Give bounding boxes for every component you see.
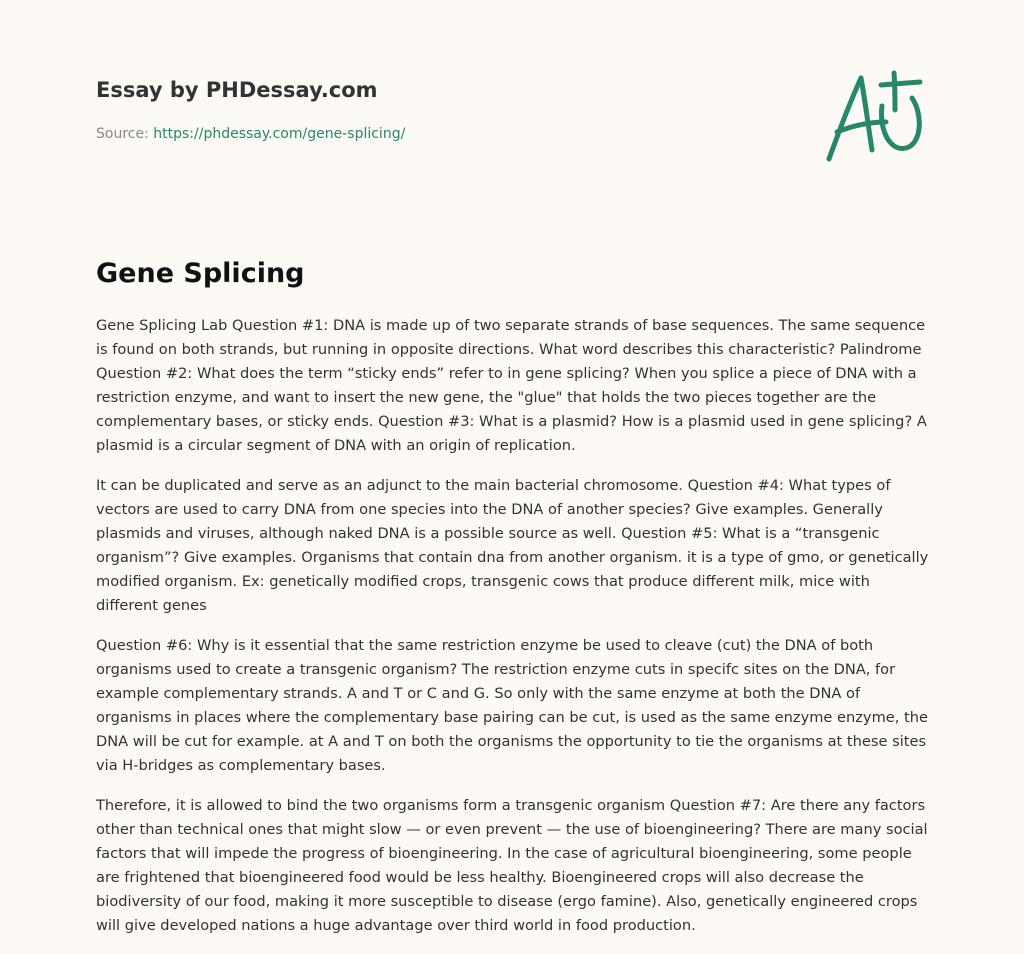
source-link[interactable]: https://phdessay.com/gene-splicing/ xyxy=(153,126,406,142)
a-plus-grade-icon xyxy=(824,68,928,164)
source-line xyxy=(96,124,656,144)
paragraph: Gene Splicing Lab Question #1: DNA is made up of two separate strands of base sequences. The same sequence is found on both strands, but running in opposite directions. What word describes this characteristic? Palindrome Question #2: What does the term “sticky ends” refer to in gene splicing? When you splice a piece of DNA with a restriction enzyme, and want to insert the new gene, the "glue" that holds the two pieces together are the complementary bases, or sticky ends. Question #3: What is a plasmid? How is a plasmid used in gene splicing? A plasmid is a circular segment of DNA with an origin of replication. xyxy=(96,317,927,454)
document-title: Gene Splicing xyxy=(96,258,305,289)
paragraph: Therefore, it is allowed to bind the two organisms form a transgenic organism Question #7: Are there any factors other than technical ones that might slow — or even prevent — the use of bioengineering? There are many social factors that will impede the progress of bioengineering. In the case of agricultural bioengineering, some people are frightened that bioengineered food would be less healthy. Bioengineered crops will also decrease the biodiversity of our food, making it more susceptible to disease (ergo famine). Also, genetically engineered crops will give developed nations a huge advantage over third world in food production. xyxy=(96,797,928,934)
essay-body xyxy=(96,314,932,954)
paragraph: It can be duplicated and serve as an adjunct to the main bacterial chromosome. Question #4: What types of vectors are used to carry DNA from one species into the DNA of another species? Give examples. Generally plasmids and viruses, although naked DNA is a possible source as well. Question #5: What is a “transgenic organism”? Give examples. Organisms that contain dna from another organism. it is a type of gmo, or genetically modified organism. Ex: genetically modified crops, transgenic cows that produce different milk, mice with different genes xyxy=(96,477,929,614)
site-title: Essay by PHDessay.com xyxy=(96,78,378,102)
essay-header xyxy=(96,76,656,144)
paragraph: Question #6: Why is it essential that the same restriction enzyme be used to cleave (cut) the DNA of both organisms used to create a transgenic organism? The restriction enzyme cuts in specifc sites on the DNA, for example complementary strands. A and T or C and G. So only with the same enzyme at both the DNA of organisms in places where the complementary base pairing can be cut, is used as the same enzyme enzyme, the DNA will be cut for example. at A and T on both the organisms the opportunity to tie the organisms at these sites via H-bridges as complementary bases. xyxy=(96,637,928,774)
source-label: Source: xyxy=(96,126,154,142)
